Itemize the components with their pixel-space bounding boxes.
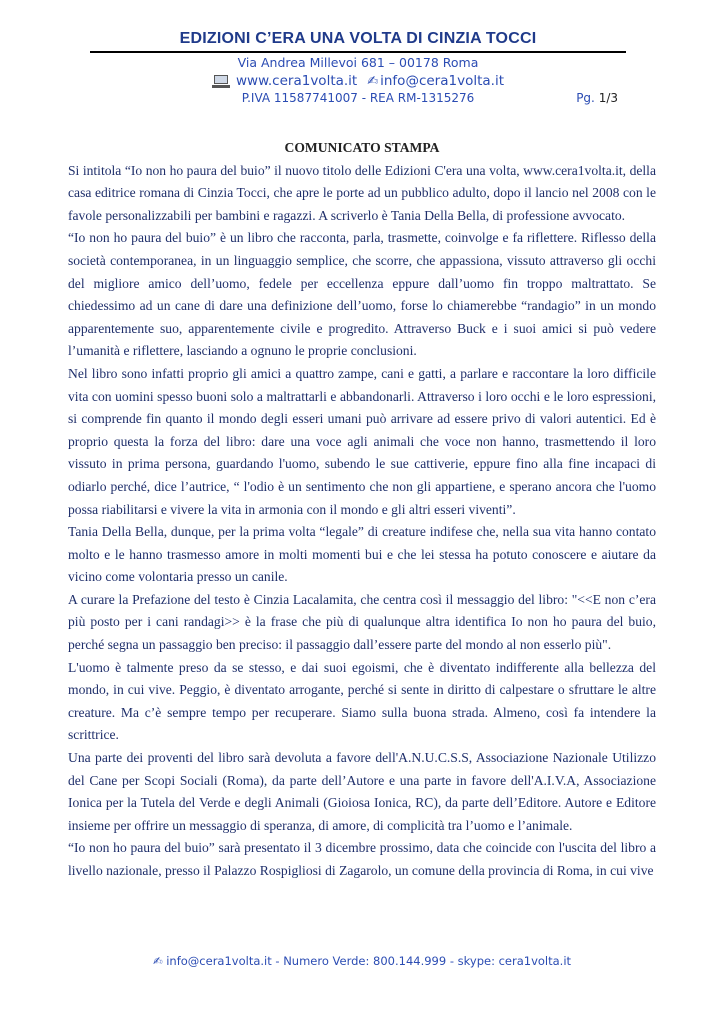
writing-hand-icon: ✍ <box>152 954 163 968</box>
publisher-address: Via Andrea Millevoi 681 – 00178 Roma <box>237 55 479 70</box>
letterhead <box>90 30 626 105</box>
publisher-name: EDIZIONI C’ERA UNA VOLTA DI CINZIA TOCCI <box>90 30 626 53</box>
footer <box>0 954 724 968</box>
paragraph: L'uomo è talmente preso da se stesso, e dai suoi egoismi, che è diventato indifferente alla bellezza del mondo, in cui vive. Peggio, è diventato arrogante, perché si sente in diritto di calpestare o sfruttare le altre creature. Ma c’è sempre tempo per recuperare. Siamo sulla buona strada. Almeno, così fa intendere la scrittrice. <box>68 659 656 743</box>
vat-line <box>90 91 626 105</box>
paragraph: Tania Della Bella, dunque, per la prima volta “legale” di creature indifese che, nella sua vita hanno contato molto e le hanno trasmesso amore in molti momenti bui e che lei stessa ha potuto conoscere e aiutare da vicino come volontaria presso un canile. <box>68 524 656 585</box>
website-link[interactable]: www.cera1volta.it <box>236 73 358 89</box>
page-number <box>576 91 618 105</box>
page-value: 1/3 <box>598 91 618 105</box>
paragraph: “Io non ho paura del buio” sarà presentato il 3 dicembre prossimo, data che coincide con l'uscita del libro a livello nazionale, presso il Palazzo Rospigliosi di Zagarolo, un comune della provincia di Roma, in cui vive <box>68 840 656 878</box>
paragraph: Si intitola “Io non ho paura del buio” il nuovo titolo delle Edizioni C'era una volta, www.cera1volta.it, della casa editrice romana di Cinzia Tocci, che apre le porte ad un pubblico adulto, dopo il lancio nel 2008 con le favole personalizzabili per bambini e ragazzi. A scriverlo è Tania Della Bella, di professione avvocato. <box>68 162 656 223</box>
footer-contacts: info@cera1volta.it - Numero Verde: 800.144.999 - skype: cera1volta.it <box>166 954 572 968</box>
paragraph: A curare la Prefazione del testo è Cinzia Lacalamita, che centra così il messaggio del libro: "<<E non c’era più posto per i cani randagi>> è la frase che più di qualunque altra identifica Io non ho paura del buio, perché segna un passaggio ben preciso: il passaggio dall’essere parte del mondo al non esserlo più". <box>68 591 656 653</box>
paragraph: Nel libro sono infatti proprio gli amici a quattro zampe, cani e gatti, a parlare e raccontare la loro difficile vita con uomini spesso buoni solo a maltrattarli e abbandonarli. Attraverso i loro occhi e le loro espressioni, si comprende fin quanto il mondo degli esseri umani può arrivare ad essere privo di valori autentici. Ed è proprio questa la forza del libro: dare una voce agli animali che voce non hanno, trasmettendo il loro vissuto in prima persona, guardando l'uomo, subendo le sue cattiverie, eppure fino alla fine incapaci di odiarlo perché, dice l’autrice, “ l'odio è un sentimento che non gli appartiene, e sperano ancora che l'uomo possa riabilitarsi e vivere la vita in armonia con il mondo e gli altri esseri viventi”. <box>68 365 656 517</box>
paragraph: Una parte dei proventi del libro sarà devoluta a favore dell'A.N.U.C.S.S, Associazione Nazionale Utilizzo del Cane per Scopi Sociali (Roma), da parte dell’Autore e una parte in favore dell'A.I.V.A, Associazione Ionica per la Tutela del Verde e degli Animali (Gioiosa Ionica, RC), da parte dell’Editore. Autore e Editore insieme per offrire un messaggio di speranza, di amore, di complicità tra l’uomo e l’animale. <box>68 750 656 833</box>
contact-line <box>90 73 626 89</box>
paragraph: “Io non ho paura del buio” è un libro che racconta, parla, trasmette, coinvolge e fa riflettere. Riflesso della società contemporanea, in un linguaggio semplice, che scorre, che appassiona, vissuto attraverso gli occhi del migliore amico dell’uomo, fedele per eccellenza eppure dall’uomo fin troppo maltrattato. Se chiedessimo ad un cane di dare una definizione dell’uomo, forse lo chiamerebbe “randagio” in un mondo apparentemente suo, apparentemente civile e progredito. Attraverso Buck e i suoi amici si può vedere l’umanità e riflettere, lasciando a ognuno le proprie conclusioni. <box>68 230 656 359</box>
email-link[interactable]: info@cera1volta.it <box>380 73 504 89</box>
press-release-body <box>68 137 656 883</box>
computer-icon <box>212 75 230 88</box>
writing-hand-icon: ✍ <box>367 73 379 89</box>
vat-number: P.IVA 11587741007 - REA RM-1315276 <box>241 91 475 105</box>
document-title: COMUNICATO STAMPA <box>284 140 440 155</box>
page-label: Pg. <box>576 91 595 105</box>
